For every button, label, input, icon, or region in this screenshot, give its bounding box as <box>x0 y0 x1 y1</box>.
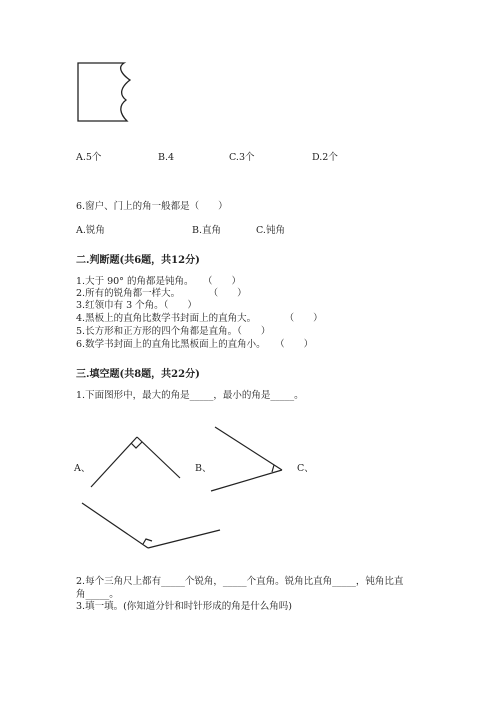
judge-item-6: 6.数学书封面上的直角比黑板面上的直角小。 （ ） <box>76 339 314 350</box>
section3-title: 三.填空题(共8题，共22分) <box>76 369 200 380</box>
figure-label-b: B、 <box>195 463 212 474</box>
q5-option-b[interactable]: B.4 <box>158 152 175 163</box>
q6-stem: 6.窗户、门上的角一般都是（ ） <box>76 201 228 212</box>
q6-option-b[interactable]: B.直角 <box>192 225 222 236</box>
figure-label-c: C、 <box>297 463 314 474</box>
judge-item-5: 5.长方形和正方形的四个角都是直角。（ ） <box>76 326 271 337</box>
judge-item-4: 4.黑板上的直角比数学书封面上的直角大。 （ ） <box>76 313 323 324</box>
judge-item-2: 2.所有的锐角都一样大。 （ ） <box>76 288 247 299</box>
fill-q3: 3.填一填。(你知道分针和时针形成的角是什么角吗) <box>76 601 292 612</box>
judge-item-3: 3.红领巾有 3 个角。（ ） <box>76 300 197 311</box>
fill-q2-line2: 角_____。 <box>76 589 119 600</box>
judge-item-1: 1.大于 90° 的角都是钝角。 （ ） <box>76 276 241 287</box>
q6-option-a[interactable]: A.锐角 <box>76 225 105 236</box>
angle-c-figure <box>82 503 220 548</box>
q6-option-c[interactable]: C.钝角 <box>256 225 285 236</box>
q5-option-d[interactable]: D.2个 <box>312 152 338 163</box>
q5-option-c[interactable]: C.3个 <box>229 152 255 163</box>
q5-option-a[interactable]: A.5个 <box>76 152 102 163</box>
fill-q2-line1: 2.每个三角尺上都有_____个锐角，_____个直角。锐角比直角_____，钝角比直 <box>76 576 404 587</box>
angle-a-figure <box>91 437 180 487</box>
section2-title: 二.判断题(共6题，共12分) <box>76 255 200 266</box>
angle-b-figure <box>211 427 282 491</box>
fill-q1: 1.下面图形中，最大的角是_____，最小的角是_____。 <box>76 390 304 401</box>
figure-label-a: A、 <box>74 463 91 474</box>
